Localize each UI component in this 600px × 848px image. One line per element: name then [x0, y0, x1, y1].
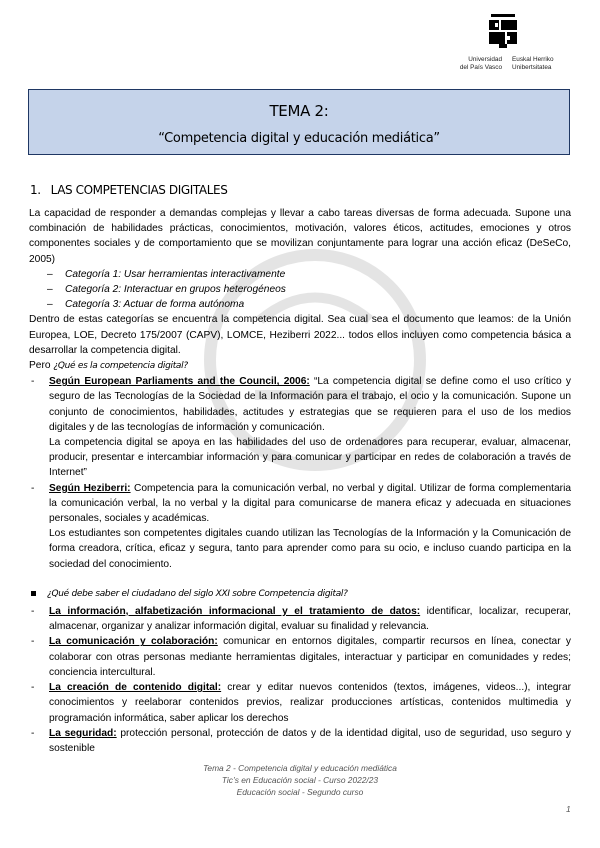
list-item: – Categoría 2: Interactuar en grupos heterogéneos [47, 282, 571, 297]
definition-term: Según Heziberri: [49, 482, 131, 494]
definition-extra: Los estudiantes son competentes digitales cuando utilizan las Tecnologías de la Información y la Comunicación de forma creadora, crítica, eficaz y segura, tanto para aprender como para su ocio, e incluso cuando participa en la sociedad del conocimiento. [49, 528, 571, 570]
section-number: 1. [30, 183, 41, 197]
question-prefix: Pero [29, 360, 51, 372]
area-text: comunicar en entornos digitales, compartir recursos en línea, conectar y colaborar con otras personas mediante herramientas digitales, interactuar y participar en comunidades y redes; conciencia intercultural. [49, 636, 571, 678]
section-heading [30, 183, 227, 197]
definition-extra: La competencia digital se apoya en las habilidades del uso de ordenadores para recuperar, evaluar, almacenar, producir, presentar e intercambiar información y para comunicar y participar en redes de colaboración a través de Internet” [49, 437, 571, 479]
area-text: crear y editar nuevos contenidos (textos, imágenes, videos...), integrar conocimientos y reelaborar contenidos previos, realizar producciones artísticas, contenidos multimedia y programación informática, saber aplicar los derechos [49, 682, 572, 724]
definition-list [29, 374, 571, 572]
list-item [29, 634, 571, 680]
definition-text: “La competencia digital se define como el uso crítico y seguro de las Tecnologías de la Sociedad de la Información para el trabajo, el ocio y la comunicación. Supone un conjunto de conocimientos, habilidades, actitudes y estrategias que se requieren para el uso de los medios digitales y de las tecnologías de información y comunicación. [49, 376, 571, 433]
section-title: LAS COMPETENCIAS DIGITALES [50, 183, 228, 197]
area-term: La comunicación y colaboración: [49, 636, 218, 648]
intro-paragraph: La capacidad de responder a demandas complejas y llevar a cabo tareas diversas de forma adecuada. Supone una combinación de habilidades prácticas, conocimientos, motivación, valores éticos, actitudes, emociones y otros componentes sociales y de comportamiento que se movilizan conjuntamente para lograr una acción eficaz (DeSeCo, 2005) [29, 208, 571, 265]
area-term: La creación de contenido digital: [49, 682, 222, 694]
logo-text-basque [512, 56, 572, 72]
area-text: identificar, localizar, recuperar, almacenar, organizar y analizar información digital, evaluar su finalidad y relevancia. [49, 606, 571, 633]
page-number: 1 [566, 804, 571, 814]
question-line [29, 358, 571, 374]
logo-text-line: Unibertsitatea [512, 64, 552, 71]
footer-line: Tic’s en Educación social - Curso 2022/23 [221, 775, 379, 785]
title-box [28, 89, 570, 155]
logo-text-spanish [444, 56, 502, 72]
footer-line: Educación social - Segundo curso [236, 787, 364, 797]
list-item [29, 481, 571, 572]
square-bullet-icon [31, 591, 36, 596]
area-term: La seguridad: [49, 727, 117, 739]
logo-text-line: del País Vasco [459, 64, 502, 71]
definition-term: Según European Parliaments and the Council, 2006: [49, 376, 310, 388]
university-emblem-icon [487, 14, 519, 48]
list-item [29, 680, 571, 726]
page-footer [0, 762, 600, 798]
question-text: ¿Qué es la competencia digital? [53, 361, 188, 372]
area-text: protección personal, protección de datos y de la identidad digital, uso de seguridad, uso seguro y sostenible [49, 727, 572, 754]
list-item: – Categoría 1: Usar herramientas interactivamente [47, 267, 571, 282]
main-content [29, 206, 571, 756]
area-list [29, 604, 571, 756]
question2-line [29, 586, 571, 602]
title-main: TEMA 2: [269, 102, 329, 120]
list-item [29, 374, 571, 480]
logo-text-line: Universidad [468, 56, 502, 63]
list-item [29, 604, 571, 634]
definition-text: Competencia para la comunicación verbal, no verbal y digital. Utilizar de forma complementaria la comunicación verbal, la no verbal y la digital para comunicarse de manera eficaz y adecuada en situaciones personales, sociales y académicas. [49, 482, 572, 525]
footer-line: Tema 2 - Competencia digital y educación mediática [203, 763, 397, 773]
list-item [29, 726, 571, 756]
university-logo [440, 14, 565, 76]
question2-text: ¿Qué debe saber el ciudadano del siglo XXI sobre Competencia digital? [47, 588, 348, 599]
logo-text-line: Euskal Herriko [512, 56, 554, 63]
area-term: La información, alfabetización informacional y el tratamiento de datos: [49, 606, 421, 618]
title-subtitle: “Competencia digital y educación mediática” [158, 131, 440, 146]
category-list [29, 267, 571, 313]
list-item: – Categoría 3: Actuar de forma autónoma [47, 297, 571, 312]
context-paragraph: Dentro de estas categorías se encuentra la competencia digital. Sea cual sea el documento que leamos: de la Unión Europea, LOE, Decreto 175/2007 (CAPV), LOMCE, Heziberri 2022... todos ellos incluyen como competencia básica a desarrollar la competencia digital. [29, 314, 571, 356]
